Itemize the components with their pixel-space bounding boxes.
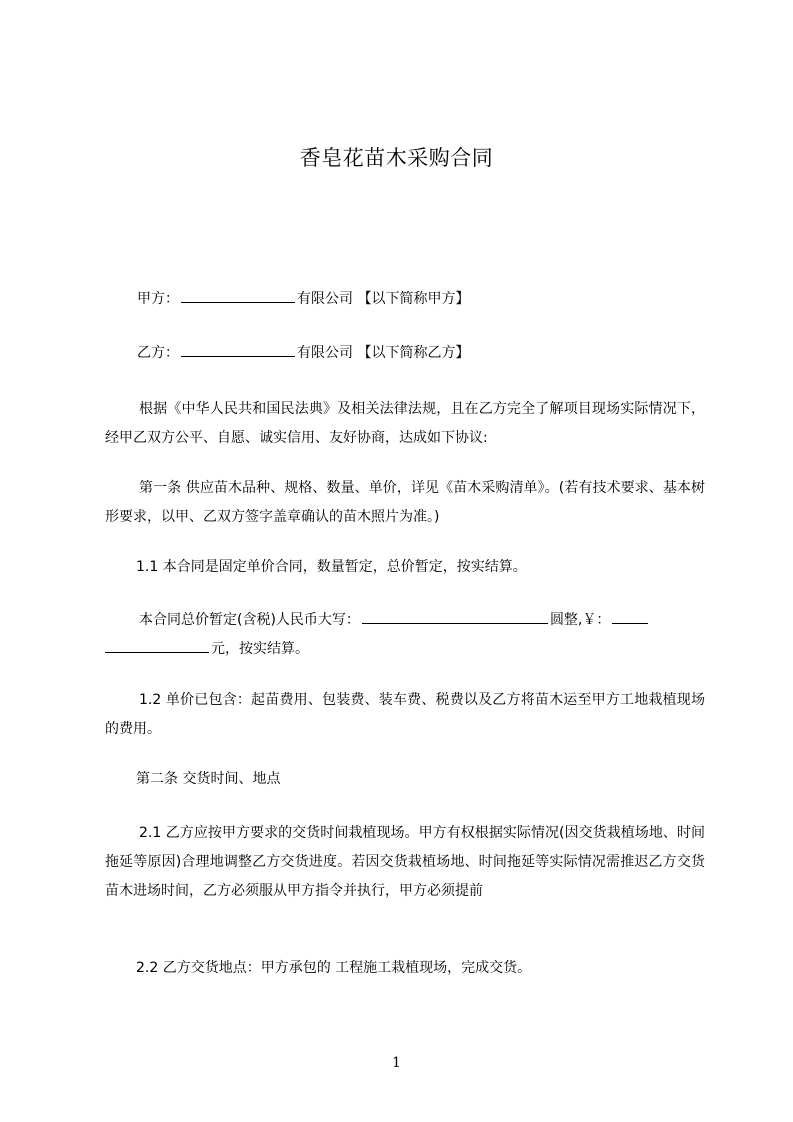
preamble-paragraph: 根据《中华人民共和国民法典》及相关法律法规，且在乙方完全了解项目现场实际情况下，经甲乙双方公平、自愿、诚实信用、友好协商，达成如下协议: <box>105 401 705 446</box>
clause-2-1: 2.1 乙方应按甲方要求的交货时间栽植现场。甲方有权根据实际情况(因交货栽植场地、时间拖延等原因)合理地调整乙方交货进度。若因交货栽植场地、时间拖延等实际情况需推迟乙方交货苗木进场时间，乙方必须服从甲方指令并执行，甲方必须提前 <box>105 825 705 899</box>
party-a-line <box>105 285 705 314</box>
clause-1-2: 1.2 单价已包含：起苗费用、包装费、装车费、税费以及乙方将苗木运至甲方工地栽植现场的费用。 <box>105 692 705 737</box>
party-b-name-blank <box>181 341 295 357</box>
total-price-amount-blank-end <box>105 637 209 653</box>
clause-2-2: 2.2 乙方交货地点：甲方承包的 工程施工栽植现场，完成交货。 <box>136 960 532 976</box>
article-2-heading: 第二条 交货时间、地点 <box>136 771 281 787</box>
total-price-middle: 圆整,￥： <box>549 612 611 628</box>
clause-1-1: 1.1 本合同是固定单价合同，数量暂定，总价暂定，按实结算。 <box>136 559 527 575</box>
party-b-label: 乙方： <box>137 345 179 361</box>
article-1-paragraph: 第一条 供应苗木品种、规格、数量、单价，详见《苗木采购清单》。(若有技术要求、基本树形要求，以甲、乙双方签字盖章确认的苗木照片为准。) <box>105 480 705 525</box>
party-b-line <box>105 339 705 368</box>
total-price-amount-blank-start <box>612 608 648 624</box>
total-price-line-2 <box>105 635 705 664</box>
party-b-suffix: 有限公司 <box>297 345 353 361</box>
party-a-label: 甲方： <box>137 291 179 307</box>
total-price-line-1 <box>105 606 705 635</box>
party-a-suffix: 有限公司 <box>297 291 353 307</box>
party-a-name-blank <box>181 287 295 303</box>
total-price-prefix: 本合同总价暂定(含税)人民币大写： <box>139 612 360 628</box>
total-price-paragraph <box>105 606 705 664</box>
party-b-note: 【以下简称乙方】 <box>357 345 470 361</box>
page-number: 1 <box>392 1055 401 1071</box>
party-a-note: 【以下简称甲方】 <box>357 291 470 307</box>
total-price-suffix: 元，按实结算。 <box>211 641 309 657</box>
document-title: 香皂花苗木采购合同 <box>299 146 494 170</box>
total-price-words-blank <box>362 608 548 624</box>
